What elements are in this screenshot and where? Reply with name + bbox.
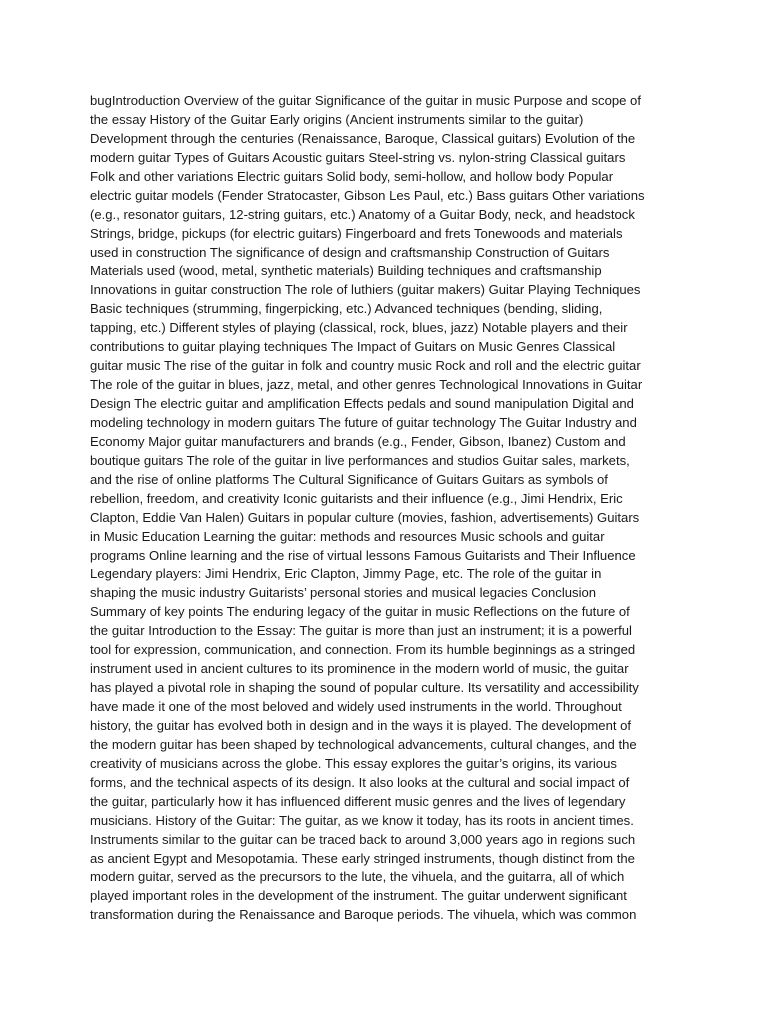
text-line: the modern guitar has been shaped by technological advancements, cultural changes, and the	[90, 736, 637, 752]
text-line: (e.g., resonator guitars, 12-string guitars, etc.) Anatomy of a Guitar Body, neck, and headstock	[90, 206, 635, 222]
text-line: Instruments similar to the guitar can be traced back to around 3,000 years ago in regions such	[90, 831, 636, 847]
text-line: and the rise of online platforms The Cultural Significance of Guitars Guitars as symbols of	[90, 471, 608, 487]
text-line: Clapton, Eddie Van Halen) Guitars in popular culture (movies, fashion, advertisements) Guitars	[90, 509, 640, 525]
text-line: the essay History of the Guitar Early origins (Ancient instruments similar to the guitar)	[90, 111, 584, 127]
text-line: creativity of musicians across the globe. This essay explores the guitar’s origins, its various	[90, 755, 617, 771]
text-line: bugIntroduction Overview of the guitar Significance of the guitar in music Purpose and scope of	[90, 93, 641, 108]
text-line: rebellion, freedom, and creativity Iconic guitarists and their influence (e.g., Jimi Hendrix, Eric	[90, 490, 623, 506]
text-line: boutique guitars The role of the guitar in live performances and studios Guitar sales, markets,	[90, 452, 630, 468]
text-line: tool for expression, communication, and connection. From its humble beginnings as a stringed	[90, 642, 636, 658]
text-line: musicians. History of the Guitar: The guitar, as we know it today, has its roots in ancient times.	[90, 812, 634, 828]
text-line: modern guitar, served as the precursors to the lute, the vihuela, and the guitarra, all of which	[90, 869, 625, 885]
text-line: transformation during the Renaissance and Baroque periods. The vihuela, which was common	[90, 907, 637, 923]
text-line: in Music Education Learning the guitar: methods and resources Music schools and guitar	[90, 528, 605, 544]
text-line: Legendary players: Jimi Hendrix, Eric Clapton, Jimmy Page, etc. The role of the guitar in	[90, 566, 602, 582]
text-line: Folk and other variations Electric guitars Solid body, semi-hollow, and hollow body Popular	[90, 168, 614, 184]
text-line: the guitar, particularly how it has influenced different music genres and the lives of legendary	[90, 793, 626, 809]
text-line: Basic techniques (strumming, fingerpicking, etc.) Advanced techniques (bending, sliding,	[90, 301, 603, 317]
text-line: programs Online learning and the rise of virtual lessons Famous Guitarists and Their Influence	[90, 547, 636, 563]
essay-text-block	[90, 92, 674, 925]
text-line: shaping the music industry Guitarists’ personal stories and musical legacies Conclusion	[90, 585, 597, 601]
text-line: Development through the centuries (Renaissance, Baroque, Classical guitars) Evolution of the	[90, 130, 636, 146]
text-line: Economy Major guitar manufacturers and brands (e.g., Fender, Gibson, Ibanez) Custom and	[90, 433, 626, 449]
text-line: instrument used in ancient cultures to its prominence in the modern world of music, the guitar	[90, 661, 629, 677]
text-line: electric guitar models (Fender Stratocaster, Gibson Les Paul, etc.) Bass guitars Other variations	[90, 187, 645, 203]
text-line: as ancient Egypt and Mesopotamia. These early stringed instruments, though distinct from the	[90, 850, 635, 866]
text-line: forms, and the technical aspects of its design. It also looks at the cultural and social impact of	[90, 774, 630, 790]
text-line: has played a pivotal role in shaping the sound of popular culture. Its versatility and accessibility	[90, 680, 639, 696]
text-line: tapping, etc.) Different styles of playing (classical, rock, blues, jazz) Notable players and their	[90, 320, 628, 336]
text-line: used in construction The significance of design and craftsmanship Construction of Guitars	[90, 244, 610, 260]
text-line: history, the guitar has evolved both in design and in the ways it is played. The development of	[90, 717, 632, 733]
text-line: Design The electric guitar and amplification Effects pedals and sound manipulation Digital and	[90, 396, 634, 411]
text-line: Strings, bridge, pickups (for electric guitars) Fingerboard and frets Tonewoods and materials	[90, 225, 623, 241]
text-line: contributions to guitar playing techniques The Impact of Guitars on Music Genres Classical	[90, 339, 616, 355]
text-line: played important roles in the development of the instrument. The guitar underwent significant	[90, 888, 627, 904]
text-line: have made it one of the most beloved and widely used instruments in the world. Throughout	[90, 699, 622, 714]
text-line: Innovations in guitar construction The role of luthiers (guitar makers) Guitar Playing Techniques	[90, 282, 641, 298]
text-line: modeling technology in modern guitars The future of guitar technology The Guitar Industry and	[90, 414, 637, 430]
text-line: The role of the guitar in blues, jazz, metal, and other genres Technological Innovations in Guitar	[90, 377, 643, 393]
text-line: Summary of key points The enduring legacy of the guitar in music Reflections on the future of	[90, 604, 630, 620]
text-line: modern guitar Types of Guitars Acoustic guitars Steel-string vs. nylon-string Classical guitars	[90, 149, 626, 165]
text-line: the guitar Introduction to the Essay: The guitar is more than just an instrument; it is a powerful	[90, 623, 632, 639]
text-line: Materials used (wood, metal, synthetic materials) Building techniques and craftsmanship	[90, 263, 602, 279]
text-line: guitar music The rise of the guitar in folk and country music Rock and roll and the electric guitar	[90, 358, 641, 374]
